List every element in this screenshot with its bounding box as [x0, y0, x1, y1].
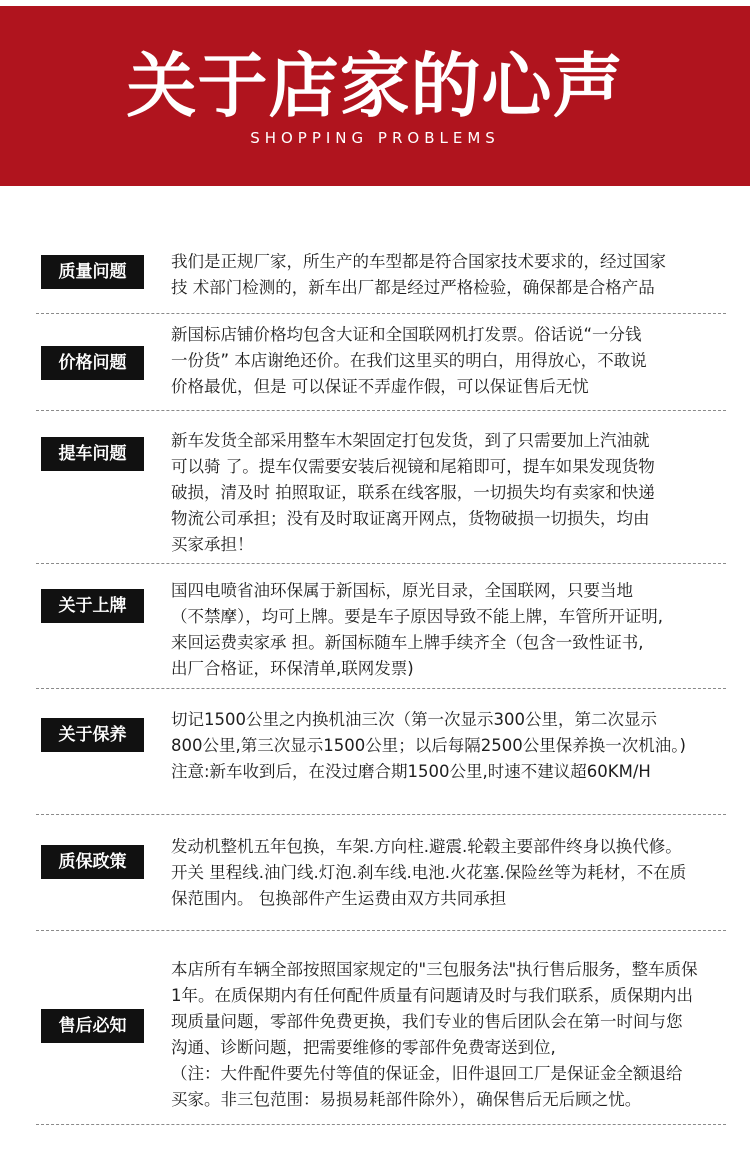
text-line: 新国标店铺价格均包含大证和全国联网机打发票。俗话说“一分钱: [171, 325, 642, 344]
section-text: [171, 322, 741, 400]
section-text: [171, 707, 741, 785]
page-subtitle: SHOPPING PROBLEMS: [250, 129, 500, 147]
divider: [36, 814, 726, 815]
section-text: [171, 428, 741, 558]
text-line: 价格最优，但是 可以保证不弄虚作假，可以保证售后无忧: [171, 377, 589, 396]
section-label: 关于保养: [41, 718, 144, 752]
text-line: 注意:新车收到后，在没过磨合期1500公里,时速不建议超60KM/H: [171, 762, 651, 781]
divider: [36, 688, 726, 689]
section-label: 关于上牌: [41, 589, 144, 623]
section-label: 提车问题: [41, 437, 144, 471]
section-label: 售后必知: [41, 1009, 144, 1043]
text-line: 买家。非三包范围：易损易耗部件除外），确保售后无后顾之忧。: [171, 1090, 642, 1109]
text-line: 新车发货全部采用整车木架固定打包发货，到了只需要加上汽油就: [171, 431, 650, 450]
divider: [36, 1124, 726, 1125]
text-line: 破损，清及时 拍照取证，联系在线客服，一切损失均有卖家和快递: [171, 483, 655, 502]
page-title: 关于店家的心声: [126, 45, 624, 127]
text-line: 买家承担！: [171, 535, 254, 554]
divider: [36, 313, 726, 314]
divider: [36, 410, 726, 411]
text-line: （注：大件配件要先付等值的保证金，旧件退回工厂是保证金全额退给: [171, 1064, 683, 1083]
divider: [36, 930, 726, 931]
header-banner: [0, 6, 750, 186]
section-label: 价格问题: [41, 346, 144, 380]
text-line: 国四电喷省油环保属于新国标，原光目录，全国联网，只要当地: [171, 581, 633, 600]
section-text: [171, 578, 741, 682]
text-line: 开关 里程线.油门线.灯泡.刹车线.电池.火花塞.保险丝等为耗材，不在质: [171, 863, 687, 882]
text-line: 切记1500公里之内换机油三次（第一次显示300公里，第二次显示: [171, 710, 657, 729]
text-line: 发动机整机五年包换，车架.方向柱.避震.轮毂主要部件终身以换代修。: [171, 837, 682, 856]
text-line: 来回运费卖家承 担。新国标随车上牌手续齐全（包含一致性证书,: [171, 633, 644, 652]
section-label: 质量问题: [41, 255, 144, 289]
text-line: 出厂合格证，环保清单,联网发票): [171, 659, 414, 678]
text-line: 现质量问题，零部件免费更换，我们专业的售后团队会在第一时间与您: [171, 1012, 683, 1031]
text-line: 我们是正规厂家，所生产的车型都是符合国家技术要求的，经过国家: [171, 252, 666, 271]
section-text: [171, 957, 741, 1113]
text-line: 一份货” 本店谢绝还价。在我们这里买的明白，用得放心，不敢说: [171, 351, 647, 370]
section-label: 质保政策: [41, 845, 144, 879]
section-text: [171, 249, 741, 301]
section-text: [171, 834, 741, 912]
text-line: 保范围内。 包换部件产生运费由双方共同承担: [171, 889, 507, 908]
text-line: （不禁摩），均可上牌。要是车子原因导致不能上牌，车管所开证明,: [171, 607, 663, 626]
text-line: 沟通、诊断问题，把需要维修的零部件免费寄送到位,: [171, 1038, 556, 1057]
text-line: 800公里,第三次显示1500公里；以后每隔2500公里保养换一次机油。): [171, 736, 686, 755]
divider: [36, 563, 726, 564]
text-line: 物流公司承担；没有及时取证离开网点，货物破损一切损失，均由: [171, 509, 650, 528]
text-line: 可以骑 了。提车仅需要安装后视镜和尾箱即可，提车如果发现货物: [171, 457, 655, 476]
text-line: 本店所有车辆全部按照国家规定的"三包服务法"执行售后服务，整车质保: [171, 960, 698, 979]
text-line: 1年。在质保期内有任何配件质量有问题请及时与我们联系，质保期内出: [171, 986, 693, 1005]
text-line: 技 术部门检测的，新车出厂都是经过严格检验，确保都是合格产品: [171, 278, 655, 297]
